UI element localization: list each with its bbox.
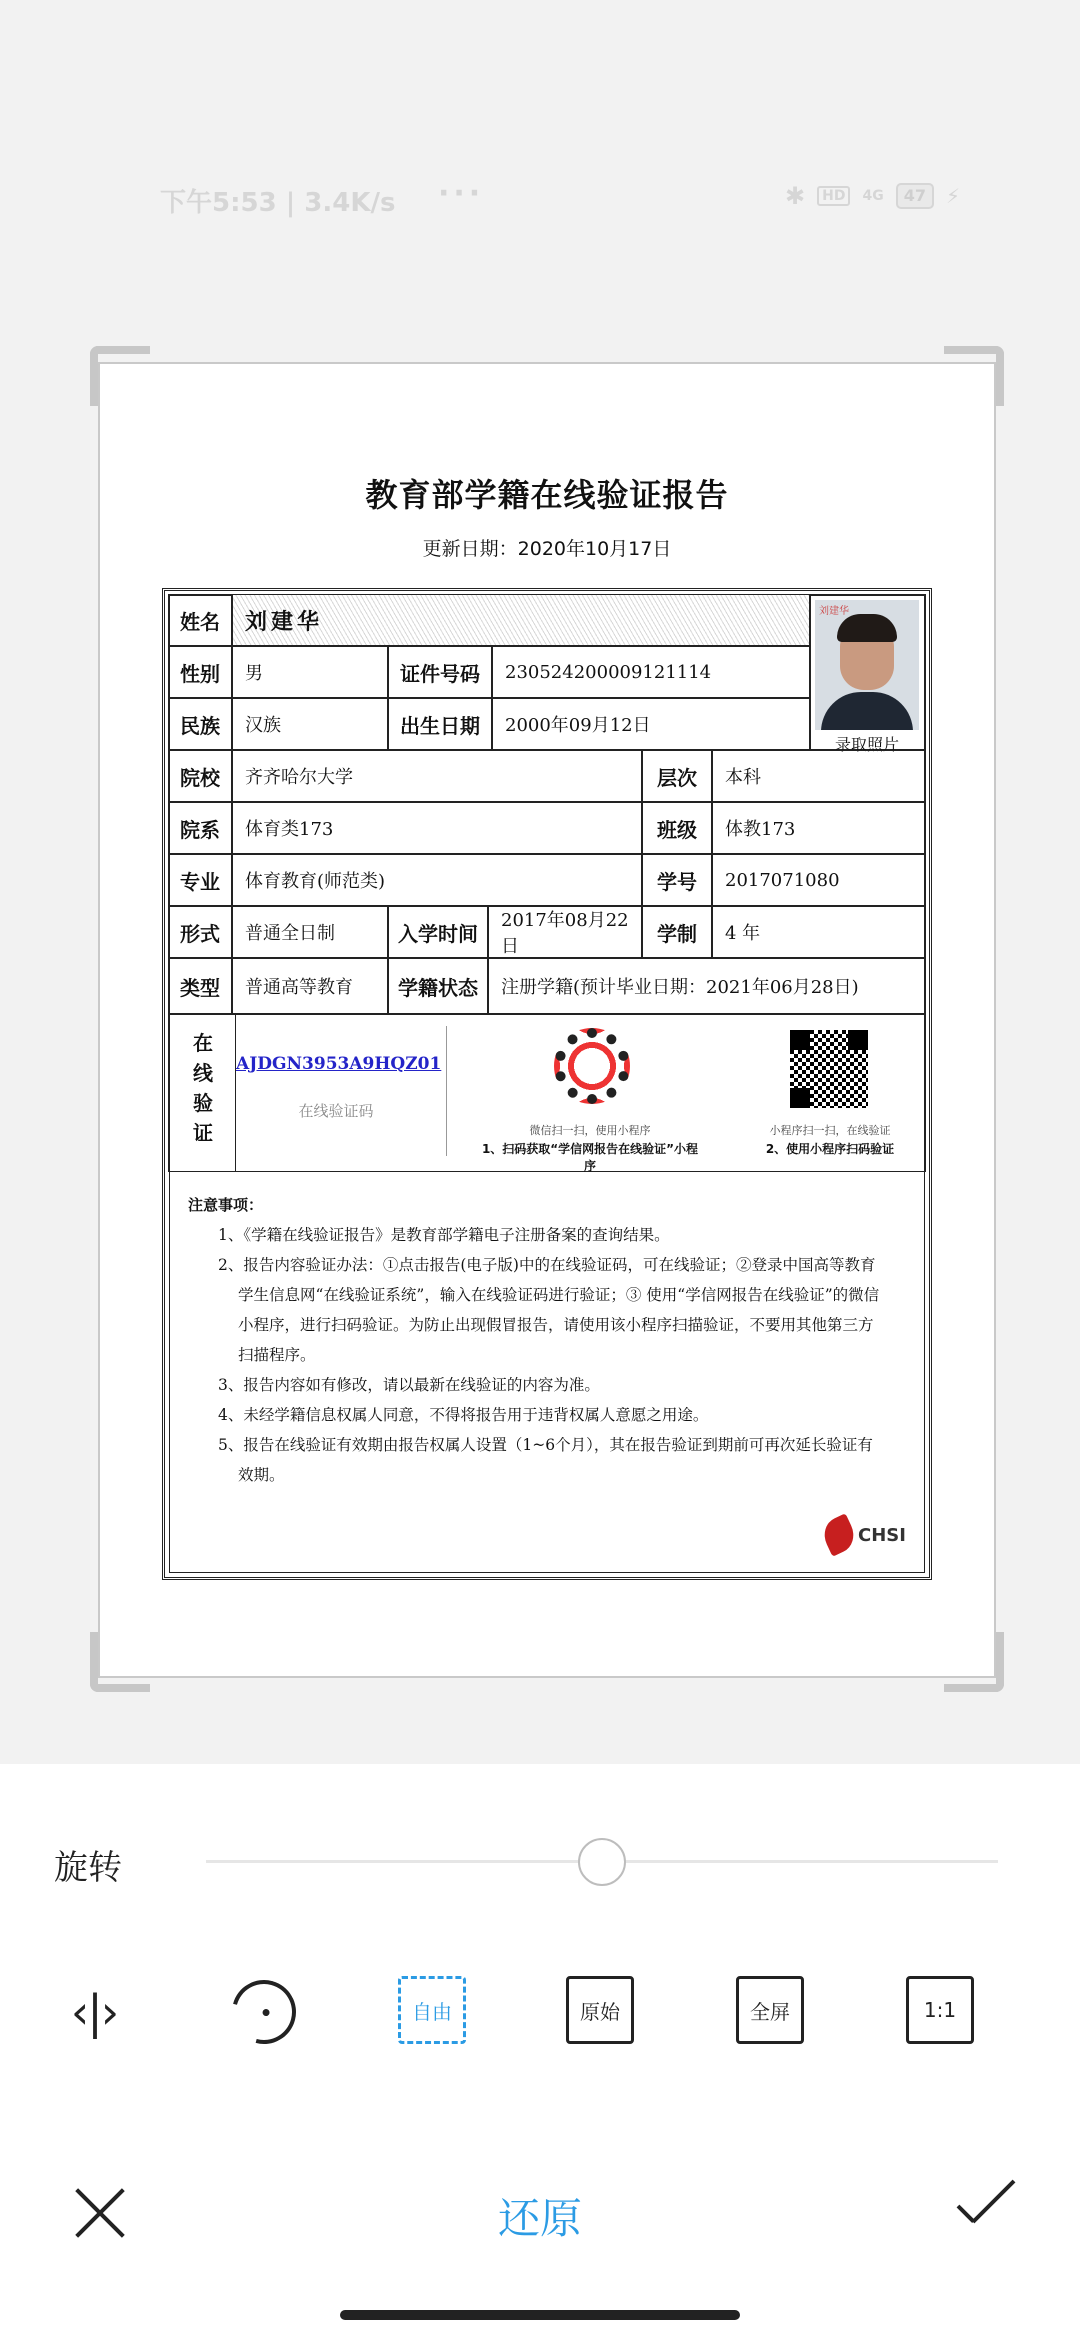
label-status: 学籍状态: [388, 958, 488, 1014]
photo-hair: [837, 614, 897, 642]
verify-label: [168, 1018, 238, 1158]
label-major: 专业: [168, 854, 232, 906]
value-class: 体教173: [712, 802, 926, 854]
status-more: ···: [438, 176, 485, 211]
qr-code-icon: [790, 1030, 868, 1108]
crop-handle-top-right[interactable]: [944, 346, 1004, 406]
label-form: 形式: [168, 906, 232, 958]
label-type: 类型: [168, 958, 232, 1014]
label-duration: 学制: [642, 906, 712, 958]
photo-body: [821, 692, 913, 730]
miniapp-caption: 1、扫码获取“学信网报告在线验证”小程序: [481, 1142, 699, 1173]
chsi-logo-text: CHSI: [858, 1524, 906, 1546]
label-enroll: 入学时间: [388, 906, 488, 958]
chsi-logo: [824, 1518, 906, 1552]
home-indicator[interactable]: [340, 2310, 740, 2320]
value-enroll: 2017年08月22日: [488, 906, 642, 958]
ratio-free-button[interactable]: 自由: [398, 1976, 466, 2044]
cancel-icon[interactable]: [70, 2184, 130, 2244]
value-level: 本科: [712, 750, 926, 802]
rotate-icon: [220, 1968, 307, 2055]
value-gender: 男: [232, 646, 388, 698]
crop-handle-bottom-left[interactable]: [90, 1632, 150, 1692]
verify-char: 证: [193, 1121, 213, 1145]
crop-handle-top-left[interactable]: [90, 346, 150, 406]
crop-handle-bottom-right[interactable]: [944, 1632, 1004, 1692]
value-name: 刘建华: [232, 594, 810, 646]
note-item: 3、报告内容如有修改，请以最新在线验证的内容为准。: [218, 1376, 600, 1394]
note-item: 5、报告在线验证有效期由报告权属人设置（1~6个月），其在报告验证到期前可再次延长验证有效期。: [218, 1436, 873, 1484]
label-level: 层次: [642, 750, 712, 802]
note-item: 1、《学籍在线验证报告》是教育部学籍电子注册备案的查询结果。: [218, 1226, 670, 1244]
value-student-id: 2017071080: [712, 854, 926, 906]
restore-button[interactable]: 还原: [497, 2194, 582, 2243]
status-icons: [785, 182, 960, 210]
flip-icon: ‹|›: [70, 1985, 118, 2039]
label-department: 院系: [168, 802, 232, 854]
flip-button[interactable]: [58, 1976, 130, 2048]
note-item: 2、报告内容验证办法：①点击报告(电子版)中的在线验证码，可在线验证；②登录中国高等教育学生信息网“在线验证系统”，输入在线验证码进行验证；③ 使用“学信网报告在线验证”的微信小程序，进行扫码验证。为防止出现假冒报告，请使用该小程序扫描验证，不要用其他第三方扫描程序。: [218, 1256, 880, 1364]
label-school: 院校: [168, 750, 232, 802]
ratio-original-button[interactable]: 原始: [566, 1976, 634, 2044]
verify-code-link[interactable]: AJDGN3953A9HQZ01: [236, 1054, 442, 1074]
bluetooth-icon: ✱: [785, 182, 806, 210]
verify-char: 验: [193, 1091, 213, 1115]
value-form: 普通全日制: [232, 906, 388, 958]
photo-caption: 录取照片: [834, 735, 899, 754]
status-time: 下午5:53 | 3.4K/s: [160, 188, 396, 218]
verify-char: 在: [193, 1031, 213, 1055]
ratio-1-1-button[interactable]: 1:1: [906, 1976, 974, 2044]
edit-panel: [0, 1764, 1080, 2340]
note-item: 4、未经学籍信息权属人同意，不得将报告用于违背权属人意愿之用途。: [218, 1406, 709, 1424]
label-student-id: 学号: [642, 854, 712, 906]
miniapp-caption-small: 微信扫一扫，使用小程序: [529, 1124, 651, 1137]
student-photo: [815, 600, 919, 730]
label-ethnicity: 民族: [168, 698, 232, 750]
battery-icon: 47: [896, 183, 934, 209]
value-department: 体育类173: [232, 802, 642, 854]
verify-char: 线: [193, 1061, 213, 1085]
photo-tag: 刘建华: [819, 606, 849, 617]
chsi-logo-icon: [818, 1513, 860, 1556]
notes-section: [188, 1190, 888, 1490]
label-gender: 性别: [168, 646, 232, 698]
value-ethnicity: 汉族: [232, 698, 388, 750]
rotate-button[interactable]: [228, 1976, 300, 2048]
label-id-number: 证件号码: [388, 646, 492, 698]
charging-icon: ⚡: [945, 184, 960, 208]
notes-title: 注意事项：: [188, 1196, 264, 1214]
signal-icon: 4G: [862, 188, 884, 204]
qr-caption-small: 小程序扫一扫，在线验证: [769, 1124, 891, 1137]
status-bar: [160, 176, 960, 222]
report-title: 教育部学籍在线验证报告: [365, 476, 729, 514]
verify-divider: [446, 1026, 447, 1156]
label-birth: 出生日期: [388, 698, 492, 750]
value-duration: 4 年: [712, 906, 926, 958]
rotate-label: 旋转: [54, 1848, 122, 1888]
label-name: 姓名: [168, 594, 232, 646]
verify-code-caption: 在线验证码: [298, 1102, 374, 1120]
report-date: 更新日期：2020年10月17日: [422, 538, 672, 560]
rotate-slider-thumb[interactable]: [578, 1838, 626, 1886]
label-class: 班级: [642, 802, 712, 854]
confirm-icon[interactable]: [956, 2180, 1016, 2230]
hd-badge: HD: [817, 186, 850, 206]
value-id-number: 230524200009121114: [492, 646, 810, 698]
value-school: 齐齐哈尔大学: [232, 750, 642, 802]
miniapp-code-icon: [554, 1028, 630, 1104]
value-birth: 2000年09月12日: [492, 698, 810, 750]
rotate-icon-dot: [261, 2008, 271, 2018]
value-major: 体育教育(师范类): [232, 854, 642, 906]
value-status: 注册学籍(预计毕业日期：2021年06月28日): [488, 958, 926, 1014]
value-type: 普通高等教育: [232, 958, 388, 1014]
qr-caption: 2、使用小程序扫码验证: [765, 1142, 895, 1156]
ratio-fullscreen-button[interactable]: 全屏: [736, 1976, 804, 2044]
